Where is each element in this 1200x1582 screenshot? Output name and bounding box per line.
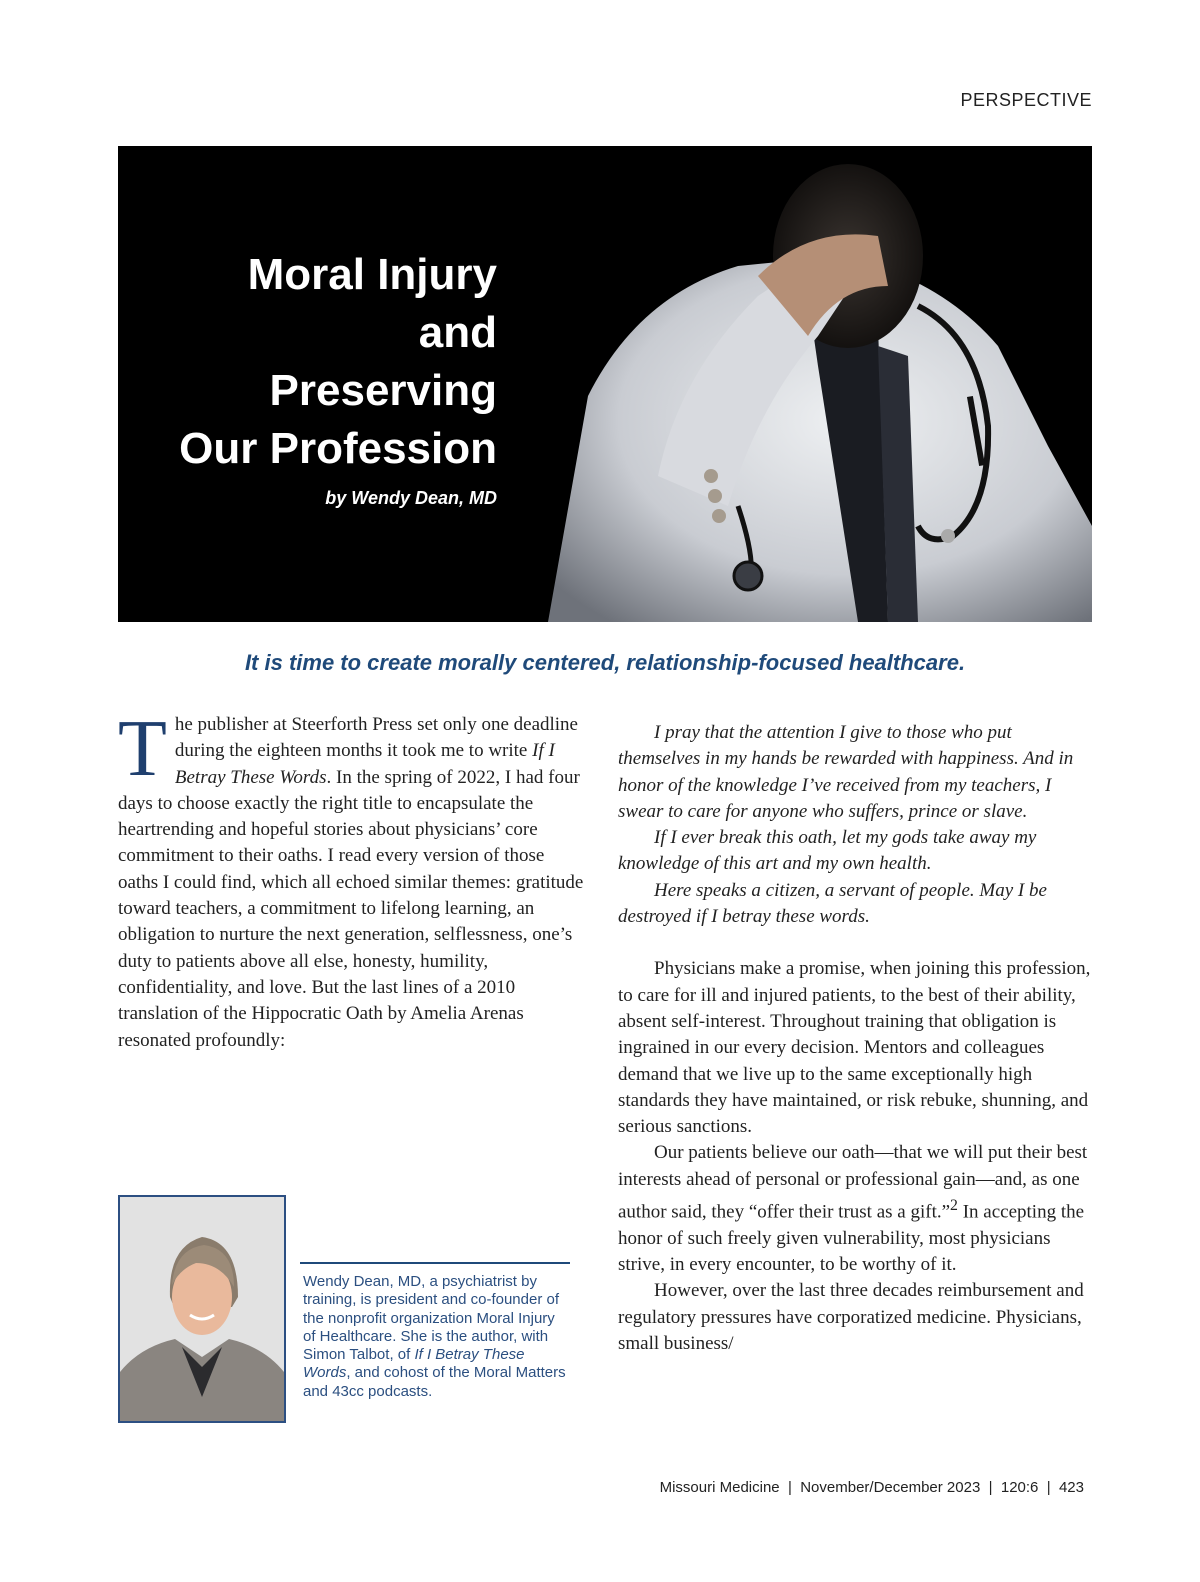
page-footer: Missouri Medicine | November/December 2023 | 120:6 | 423 xyxy=(659,1479,1084,1496)
bio-text: Wendy Dean, MD, a psychiatrist by training, is president and co-founder of the nonprofit organization Moral Injury of Healthcare. She is the author, with Simon Talbot, of xyxy=(303,1273,559,1364)
body-text-span: In accepting the honor of such freely given vulnerability, most physicians strive, in every encounter, to be worthy of it. xyxy=(618,1201,1085,1275)
body-text xyxy=(618,956,1094,1357)
title-line: Moral Injury xyxy=(247,250,497,299)
book-title: If I Betray These Words xyxy=(174,740,555,788)
body-text-span: Our patients believe our oath—that we will put their best interests ahead of personal or professional gain—and, as one author said, they “offer their trust as a gift.” xyxy=(618,1142,1088,1223)
hero-banner xyxy=(118,146,1092,622)
title-line: and xyxy=(418,308,497,357)
author-portrait xyxy=(120,1197,284,1421)
subhead: It is time to create morally centered, relationship-focused healthcare. xyxy=(244,650,966,675)
title-line: Our Profession xyxy=(179,424,497,473)
body-paragraph: Physicians make a promise, when joining this profession, to care for ill and injured patients, to the best of their ability, absent self-interest. Throughout training that obligation is ingrained in our every decision. Mentors and colleagues demand that we live up to the same exceptionally high standards they have maintained, or risk rebuke, shunning, and serious sanctions. xyxy=(618,958,1091,1138)
drop-cap: T xyxy=(118,705,167,793)
body-paragraph xyxy=(618,1140,1094,1278)
article-title xyxy=(118,246,497,478)
bio-divider xyxy=(300,1262,570,1264)
author-bio xyxy=(303,1273,568,1401)
intro-text: he publisher at Steerforth Press set only one deadline during the eighteen months it took me to write xyxy=(174,714,578,762)
bio-text: , and cohost of the Moral Matters and 43cc podcasts. xyxy=(303,1364,566,1400)
footnote-ref: 2 xyxy=(950,1197,958,1215)
section-label: PERSPECTIVE xyxy=(960,90,1092,110)
oath-quote xyxy=(618,720,1094,930)
byline: by Wendy Dean, MD xyxy=(325,488,497,508)
title-line: Preserving xyxy=(269,366,497,415)
quote-paragraph: Here speaks a citizen, a servant of people. May I be destroyed if I betray these words. xyxy=(618,879,1047,928)
intro-text: . In the spring of 2022, I had four days to choose exactly the right title to encapsulate the heartrending and hopeful stories about physicians’ core commitment to their oaths. I read every version of those oaths I could find, which all echoed similar themes: gratitude toward teachers, a commitment to lifelong learning, an obligation to nurture the next generation, selflessness, one’s duty to patients above all else, honesty, humility, confidentiality, and love. But the last lines of a 2010 translation of the Hippocratic Oath by Amelia Arenas resonated profoundly: xyxy=(118,766,584,1051)
author-photo xyxy=(118,1195,286,1423)
bio-book-title: If I Betray These Words xyxy=(303,1346,525,1382)
quote-paragraph: If I ever break this oath, let my gods take away my knowledge of this art and my own health. xyxy=(618,827,1037,875)
body-paragraph: However, over the last three decades reimbursement and regulatory pressures have corporatized medicine. Physicians, small business/ xyxy=(618,1280,1084,1354)
quote-paragraph: I pray that the attention I give to those who put themselves in my hands be rewarded with happiness. And in honor of the knowledge I’ve received from my teachers, I swear to care for anyone who suffers, prince or slave. xyxy=(618,722,1074,822)
right-column xyxy=(618,720,1094,1357)
intro-paragraph xyxy=(118,705,588,1054)
